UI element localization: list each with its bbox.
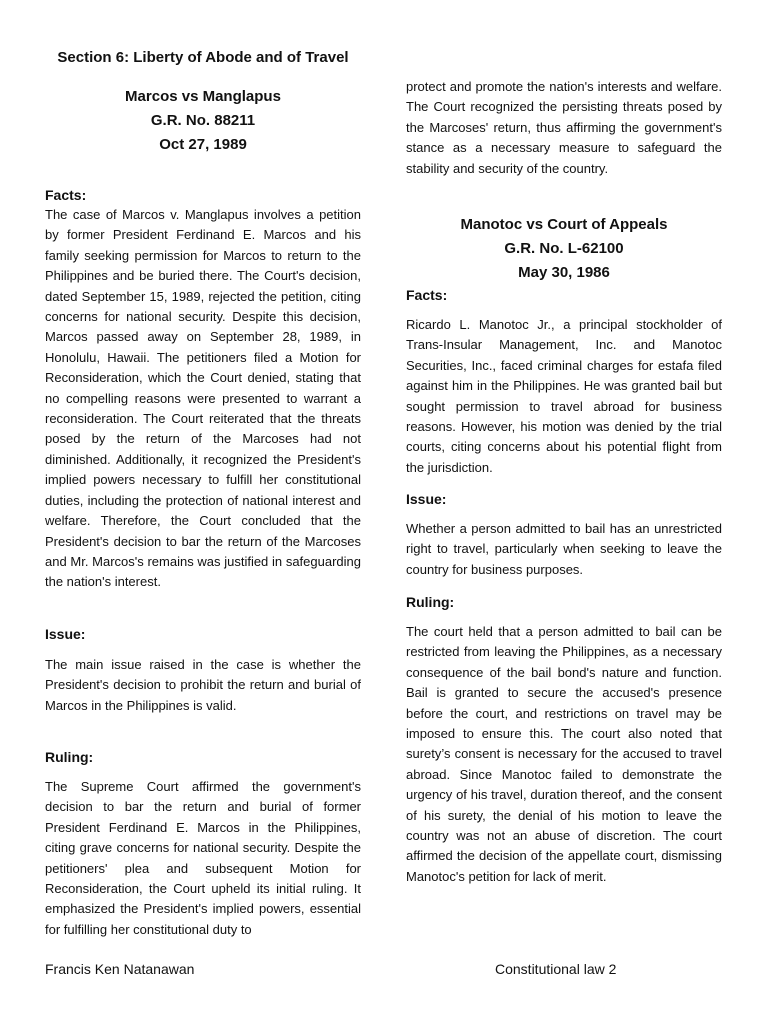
issue-label: Issue: (406, 491, 447, 507)
case-date: Oct 27, 1989 (159, 136, 247, 153)
facts-label: Facts: (45, 187, 87, 203)
footer-subject: Constitutional law 2 (495, 961, 617, 977)
section-title: Section 6: Liberty of Abode and of Travel (57, 49, 349, 66)
case-name: Manotoc vs Court of Appeals (460, 216, 668, 233)
ruling-paragraph: The court held that a person admitted to bail can be restricted from leaving the Philippines, as a necessary consequence of the bail bond's nature and function. Bail is granted to secure the accused's presence before the court, and restrictions on travel may be imposed to ensure this. The court also noted that surety’s consent is necessary for the accused to travel abroad. Since Manotoc failed to demonstrate the urgency of his travel, duration thereof, and the consent of his surety, the denial of his motion to leave the country was not an abuse of discretion. The court affirmed the decision of the appellate court, dismissing Manotoc's petition for lack of merit. (406, 624, 722, 884)
ruling-paragraph: The Supreme Court affirmed the government's decision to bar the return and burial of former President Ferdinand E. Marcos in the Philippines, citing grave concerns for national security. Despite the petitioners' plea and subsequent Motion for Reconsideration, the Court upheld its initial ruling. It emphasized the President's implied powers, essential for fulfilling her constitutional duty to (45, 779, 361, 937)
issue-label: Issue: (45, 626, 86, 642)
facts-paragraph: Ricardo L. Manotoc Jr., a principal stockholder of Trans-Insular Management, Inc. and Manotoc Securities, Inc., faced criminal charges for estafa filed against him in the Philippines. He was granted bail but sought permission to travel abroad for business reasons. However, his motion was denied by the trial courts, citing concerns about his potential flight from the jurisdiction. (406, 317, 722, 475)
case-name: Marcos vs Manglapus (125, 88, 281, 105)
case-gr-number: G.R. No. 88211 (150, 112, 256, 129)
facts-paragraph: The case of Marcos v. Manglapus involves a petition by former President Ferdinand E. Marcos and his family seeking permission for Marcos to return to the Philippines and be buried there. The Court's decision, dated September 15, 1989, rejected the petition, citing concerns for national security. Despite this decision, Marcos passed away on September 28, 1989, in Honolulu, Hawaii. The petitioners filed a Motion for Reconsideration, which the Court denied, stating that no compelling reasons were presented to warrant a reconsideration. The Court reiterated that the threats posed by the return of the Marcoses had not diminished. Additionally, it recognized the President's implied powers necessary to fulfill her constitutional duties, including the protection of national interest and welfare. Therefore, the Court concluded that the President's decision to bar the return of the Marcoses and Mr. Marcos's remains was justified in safeguarding the nation's interest. (45, 207, 361, 590)
ruling-label: Ruling: (45, 749, 94, 765)
case-date: May 30, 1986 (518, 264, 610, 281)
issue-paragraph: Whether a person admitted to bail has an unrestricted right to travel, particularly when seeking to leave the country for business purposes. (406, 521, 722, 577)
case-heading-manotoc (406, 213, 722, 285)
footer-author: Francis Ken Natanawan (45, 961, 195, 977)
ruling-continuation-paragraph: protect and promote the nation's interests and welfare. The Court recognized the persisting threats posed by the Marcoses' return, thus affirming the government's stance as a necessary measure to safeguard the stability and security of the country. (406, 79, 722, 176)
case-heading-marcos (45, 85, 361, 157)
case-gr-number: G.R. No. L-62100 (504, 240, 624, 257)
ruling-label: Ruling: (406, 594, 455, 610)
issue-paragraph: The main issue raised in the case is whether the President's decision to prohibit the return and burial of Marcos in the Philippines is valid. (45, 657, 361, 713)
facts-label: Facts: (406, 287, 448, 303)
